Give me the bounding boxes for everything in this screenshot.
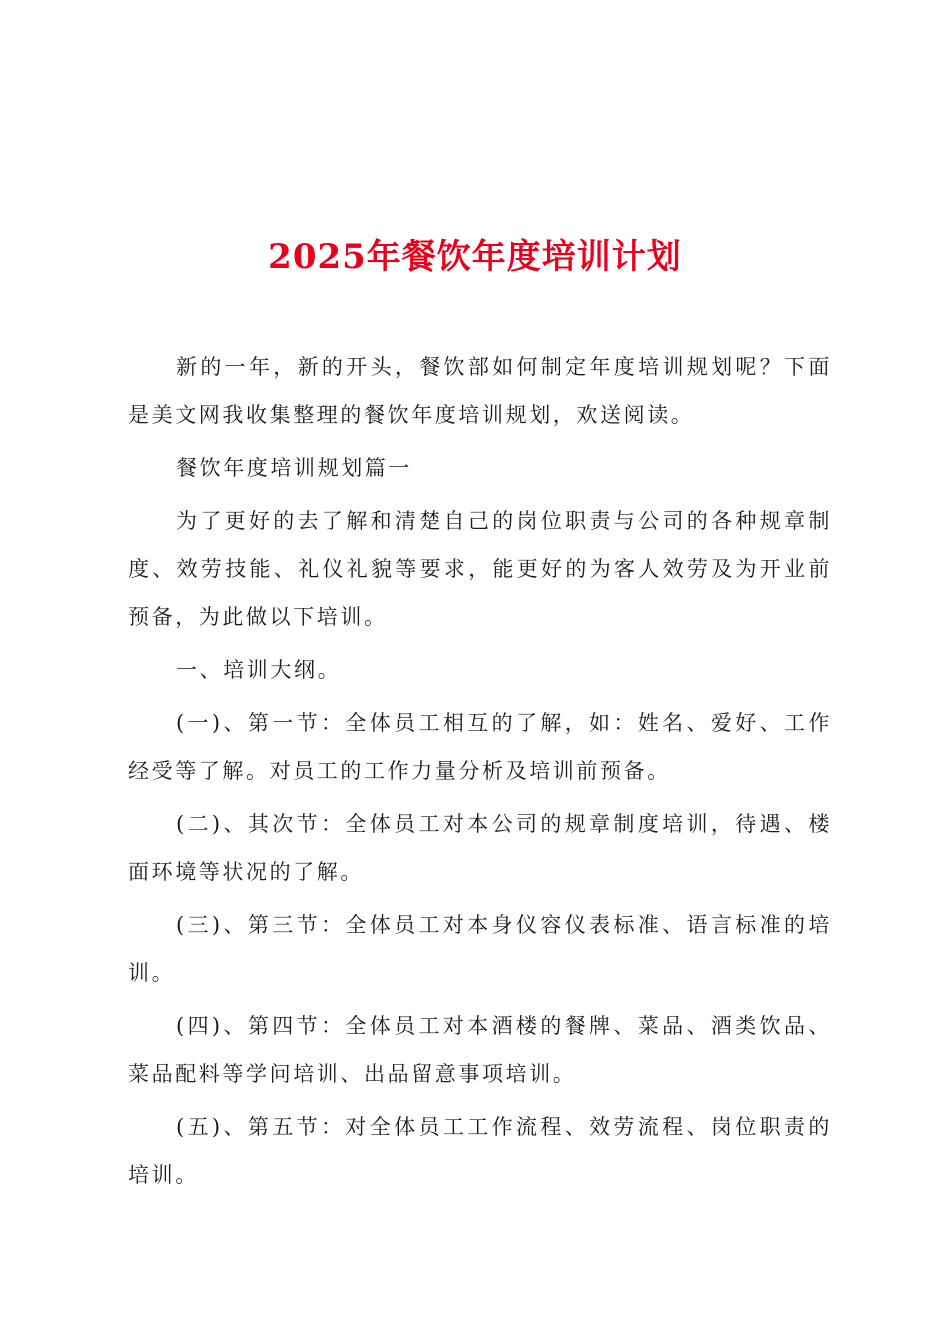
document-title: 2025年餐饮年度培训计划	[268, 236, 682, 277]
paragraph-intro: 新的一年，新的开头，餐饮部如何制定年度培训规划呢？下面是美文网我收集整理的餐饮年度培训规划，欢送阅读。	[128, 355, 832, 427]
document-body	[128, 343, 832, 1204]
outline-item-4: (四)、第四节：全体员工对本酒楼的餐牌、菜品、酒类饮品、菜品配料等学问培训、出品留意事项培训。	[128, 1014, 832, 1086]
outline-item-1: (一)、第一节：全体员工相互的了解，如：姓名、爱好、工作经受等了解。对员工的工作力量分析及培训前预备。	[128, 711, 832, 783]
paragraph-purpose: 为了更好的去了解和清楚自己的岗位职责与公司的各种规章制度、效劳技能、礼仪礼貌等要求，能更好的为客人效劳及为开业前预备，为此做以下培训。	[128, 509, 832, 629]
outline-item-3: (三)、第三节：全体员工对本身仪容仪表标准、语言标准的培训。	[128, 913, 832, 985]
outline-item-5: (五)、第五节：对全体员工工作流程、效劳流程、岗位职责的培训。	[128, 1115, 832, 1187]
section-heading: 餐饮年度培训规划篇一	[176, 456, 412, 480]
outline-heading: 一、培训大纲。	[176, 658, 342, 682]
outline-item-2: (二)、其次节：全体员工对本公司的规章制度培训，待遇、楼面环境等状况的了解。	[128, 812, 832, 884]
